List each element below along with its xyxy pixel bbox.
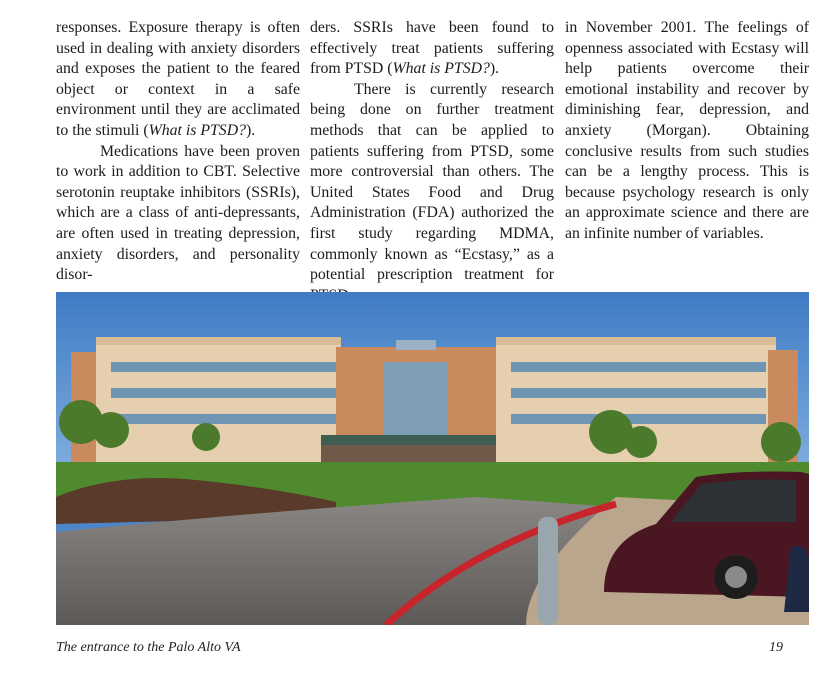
paragraph: There is currently research being done on further treatment methods that can be applied to patients suffering from PTSD, some more controversial than others. The United States Food and Drug Administration (FDA) authorized the first study regarding MDMA, commonly known as “Ecstasy,” as a potential prescription treatment for [310, 80, 554, 284]
bollard [538, 517, 558, 625]
entrance-canopy [321, 435, 496, 445]
text-column-2 [310, 18, 554, 306]
photo-caption: The entrance to the Palo Alto VA [56, 640, 241, 655]
paragraph: Medications have been proven to work in addition to CBT. Selective serotonin reuptake inhibitors (SSRIs), which are a class of anti-depressants, are often used in treating depression, anxiety disorders, and personality disor- [56, 142, 300, 284]
text-column-3 [565, 18, 809, 245]
text-column-1 [56, 18, 300, 286]
page-number: 19 [769, 640, 783, 655]
paragraph: in November 2001. The feelings of openness associated with Ecstasy will help patients overcome their emotional instability and recover by diminishing fear, depression, and anxiety (Morgan). Obtaining conclusive results from such studies can be a lengthy process. This is because psychology research is only an approximate science and there are an infinite number of variables. [565, 19, 809, 242]
paragraph: responses. Exposure therapy is often used in dealing with anxiety disorders and exposes the patient to the feared object or context in a safe environment until they are acclimated to the stimuli (What is PTSD?). [56, 19, 300, 139]
citation: What is PTSD? [392, 60, 490, 78]
citation: What is PTSD? [148, 121, 247, 139]
paragraph: ders. SSRIs have been found to effectively treat patients suffering from PTSD (What is PTSD?). [310, 19, 554, 78]
hospital-illustration [56, 292, 809, 625]
hospital-photo [56, 292, 809, 625]
